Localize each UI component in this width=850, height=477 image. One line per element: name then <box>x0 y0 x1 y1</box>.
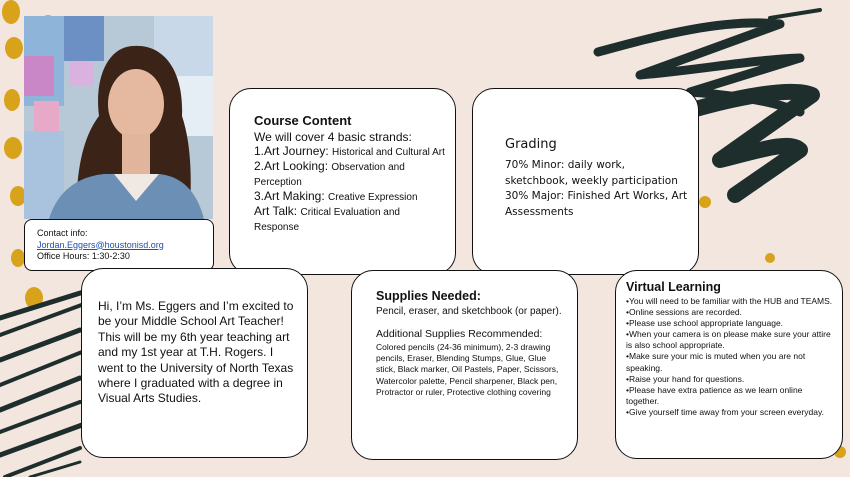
bio-card <box>81 268 308 458</box>
course-intro: We will cover 4 basic strands: <box>254 130 412 144</box>
list-item: • You will need to be familiar with the HUB and TEAMS. <box>626 296 836 307</box>
list-item: • Make sure your mic is muted when you are not speaking. <box>626 351 836 373</box>
course-content-card <box>229 88 456 275</box>
virtual-rules-list <box>626 296 836 418</box>
email-link[interactable]: Jordan.Eggers@houstonisd.org <box>37 239 164 250</box>
bio-text: Hi, I’m Ms. Eggers and I’m excited to be your Middle School Art Teacher! This will be my 6th year teaching art and my 1st year at T.H. Rogers. I went to the University of North Texas where I graduated with a degree in Visual Arts Studies. <box>98 299 294 406</box>
contact-label: Contact info: <box>37 228 88 238</box>
office-hours: Office Hours: 1:30-2:30 <box>37 251 130 261</box>
strand-item: 3.Art Making: Creative Expression <box>254 189 418 203</box>
list-item: • When your camera is on please make sure your attire is also school appropriate. <box>626 329 836 351</box>
strand-item: 2.Art Looking: Observation and Perception <box>254 159 405 188</box>
list-item: • Please have extra patience as we learn online together. <box>626 385 836 407</box>
virtual-title: Virtual Learning <box>626 280 721 294</box>
supplies-title: Supplies Needed: <box>376 289 481 303</box>
grading-title: Grading <box>505 137 557 152</box>
grading-major: 30% Major: Finished Art Works, Art Assessments <box>505 190 688 218</box>
list-item: • Raise your hand for questions. <box>626 374 836 385</box>
list-item: • Give yourself time away from your screen everyday. <box>626 407 836 418</box>
course-title: Course Content <box>254 113 352 128</box>
grading-card <box>472 88 699 275</box>
strand-item: 1.Art Journey: Historical and Cultural Art <box>254 144 445 158</box>
additional-supplies-list: Colored pencils (24-36 minimum), 2-3 drawing pencils, Eraser, Blending Stumps, Glue, Glue stick, Black marker, Oil Pastels, Paper, Scissors, Watercolor palette, Pencil sharpener, Black pen, Protractor or ruler, Protective clothing covering <box>376 342 559 397</box>
additional-supplies-title: Additional Supplies Recommended: <box>376 328 543 340</box>
contact-info-box <box>24 219 214 271</box>
supplies-needed: Pencil, eraser, and sketchbook (or paper). <box>376 306 562 317</box>
supplies-card <box>351 270 578 460</box>
grading-minor: 70% Minor: daily work, sketchbook, weekly participation <box>505 159 678 187</box>
teacher-photo <box>24 16 213 219</box>
list-item: • Please use school appropriate language. <box>626 318 836 329</box>
face <box>108 69 164 139</box>
list-item: • Online sessions are recorded. <box>626 307 836 318</box>
strand-item: Art Talk: Critical Evaluation and Response <box>254 204 400 233</box>
virtual-learning-card <box>615 270 843 459</box>
